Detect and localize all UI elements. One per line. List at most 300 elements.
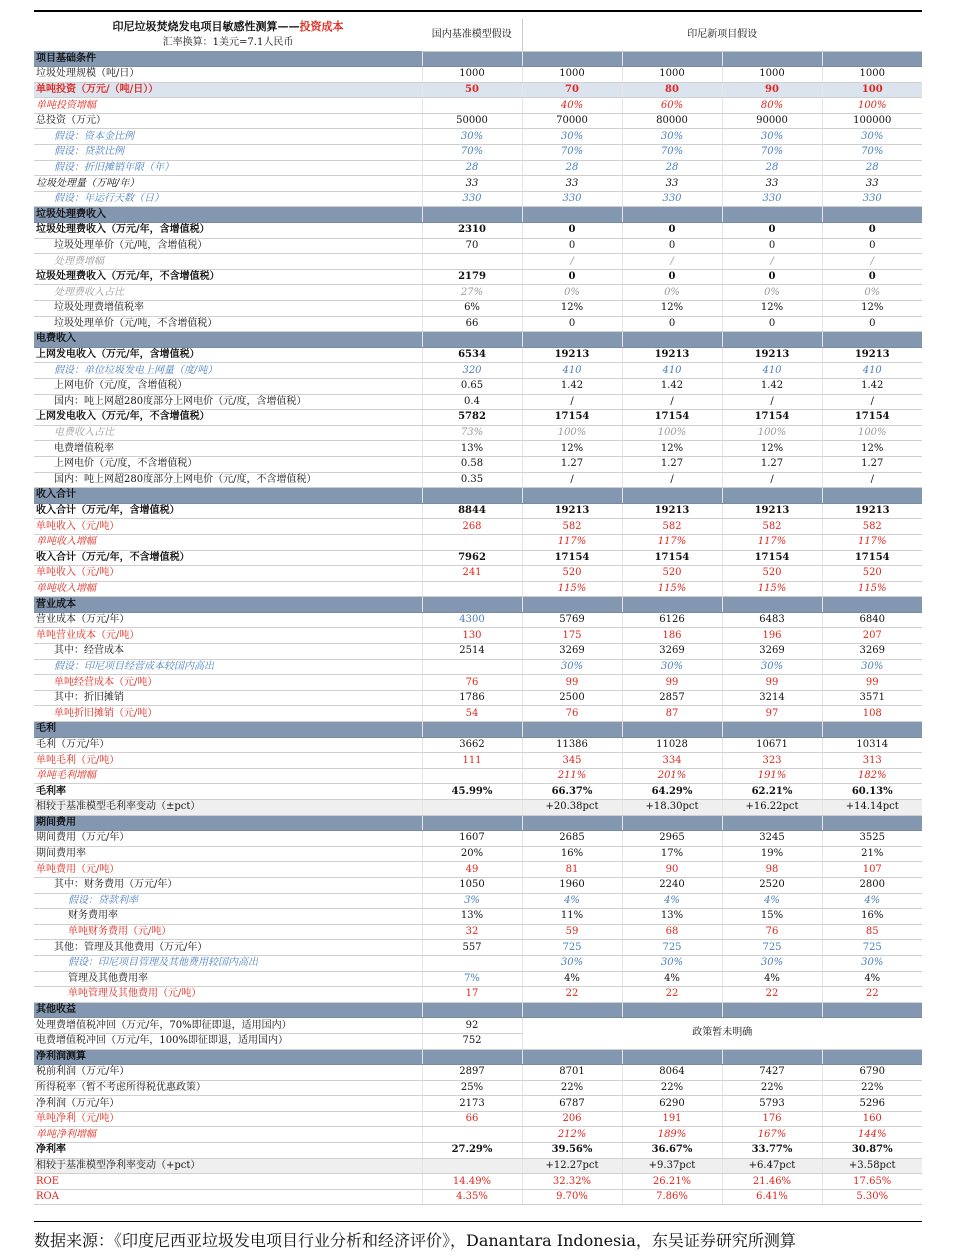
table-row [34,909,922,925]
row-label: 国内：吨上网超280度部分上网电价（元/度，含增值税） [34,394,422,410]
cell-value: 0 [622,269,722,285]
cell-value: 13% [422,441,522,457]
sensitivity-table [34,19,922,1205]
cell-value: / [522,254,622,270]
cell-value: 6126 [622,612,722,628]
section-spacer [722,207,822,223]
section-spacer [622,488,722,504]
cell-value: 59 [522,924,622,940]
cell-value: +12.27pct [522,1158,622,1174]
table-row [34,753,922,769]
cell-value: 4% [722,971,822,987]
table-title [34,19,422,35]
section-spacer [422,332,522,348]
row-label: 其中：折旧摊销 [34,690,422,706]
cell-value: 334 [622,753,722,769]
cell-value: 7427 [722,1065,822,1081]
cell-value: 30% [622,129,722,145]
cell-value: 70000 [522,113,622,129]
table-row [34,519,922,535]
cell-value: 2965 [622,831,722,847]
section-spacer [522,51,622,67]
cell-value: 12% [722,441,822,457]
cell-value: 30% [722,129,822,145]
cell-value: 22% [522,1080,622,1096]
cell-value: 12% [822,301,922,317]
section-spacer [522,207,622,223]
section-spacer [622,597,722,613]
row-label: 相较于基准模型毛利率变动（±pct） [34,800,422,816]
table-row [34,285,922,301]
cell-value: 85 [822,924,922,940]
cell-value: 1000 [822,67,922,83]
cell-value: 90000 [722,113,822,129]
col-header-indonesia: 印尼新项目假设 [522,19,922,51]
cell-value: 21% [822,846,922,862]
cell-value: 100% [522,425,622,441]
cell-value: 2514 [422,644,522,660]
section-spacer [422,488,522,504]
cell-value: 191% [722,768,822,784]
cell-value: 582 [622,519,722,535]
cell-value: 100% [822,425,922,441]
cell-value: 28 [522,160,622,176]
cell-value: 30% [522,659,622,675]
cell-value: 30% [422,129,522,145]
row-label: 假设：折旧摊销年限（年） [34,160,422,176]
cell-value: 66 [422,316,522,332]
cell-value: 100% [822,98,922,114]
cell-value: 19213 [522,347,622,363]
row-label: 单吨收入增幅 [34,534,422,550]
section-title: 期间费用 [34,815,422,831]
cell-value: 30% [522,129,622,145]
cell-value: 70% [722,145,822,161]
cell-value: 10314 [822,737,922,753]
row-label: 其中：财务费用（万元/年） [34,877,422,893]
section-title: 项目基础条件 [34,51,422,67]
table-row [34,410,922,426]
cell-value: 3269 [622,644,722,660]
cell-value: 70 [422,238,522,254]
cell-value: 0.4 [422,394,522,410]
cell-value: 1.42 [722,378,822,394]
cell-value: 207 [822,628,922,644]
cell-value: 30% [722,955,822,971]
section-spacer [522,488,622,504]
cell-value: 196 [722,628,822,644]
cell-value: 17154 [722,550,822,566]
table-row [34,1174,922,1190]
cell-value: 10671 [722,737,822,753]
cell-value: 17154 [722,410,822,426]
cell-value: 8844 [422,503,522,519]
cell-value: 1.27 [722,456,822,472]
row-label: 处理费增幅 [34,254,422,270]
cell-value: 520 [722,566,822,582]
cell-value: 70% [622,145,722,161]
cell-value: 3269 [522,644,622,660]
section-spacer [722,815,822,831]
cell-value: +6.47pct [722,1158,822,1174]
cell-value: 330 [422,191,522,207]
section-title: 营业成本 [34,597,422,613]
cell-value [422,1127,522,1143]
table-row [34,254,922,270]
cell-value: 22% [722,1080,822,1096]
table-row [34,893,922,909]
cell-value: 21.46% [722,1174,822,1190]
table-row [34,737,922,753]
cell-value: 186 [622,628,722,644]
table-row [34,831,922,847]
table-row [34,394,922,410]
section-spacer [722,488,822,504]
cell-value: 92 [422,1018,522,1034]
cell-value: / [722,394,822,410]
cell-value: 268 [422,519,522,535]
cell-value: +16.22pct [722,800,822,816]
row-label: 假设：资本金比例 [34,129,422,145]
cell-value: 0 [622,238,722,254]
section-spacer [622,51,722,67]
cell-value: 12% [822,441,922,457]
cell-value: 130 [422,628,522,644]
cell-value: 11386 [522,737,622,753]
cell-value: 330 [822,191,922,207]
section-title: 其他收益 [34,1002,422,1018]
cell-value: 99 [622,675,722,691]
cell-value: 6840 [822,612,922,628]
top-rule [34,10,922,12]
cell-value: 582 [722,519,822,535]
cell-value: 108 [822,706,922,722]
cell-value: 3214 [722,690,822,706]
table-row [34,113,922,129]
row-label: 电费收入占比 [34,425,422,441]
cell-value: 17.65% [822,1174,922,1190]
cell-value: 0 [822,238,922,254]
table-row [34,644,922,660]
bottom-rule [34,1221,922,1222]
cell-value: 0% [722,285,822,301]
section-spacer [622,1002,722,1018]
cell-value: 0 [722,238,822,254]
row-label: 垃圾处理费收入（万元/年，不含增值税） [34,269,422,285]
cell-value: 19213 [622,347,722,363]
cell-value: 98 [722,862,822,878]
section-spacer [822,1049,922,1065]
policy-note: 政策暂未明确 [522,1018,922,1049]
table-row [34,675,922,691]
cell-value: 25% [422,1080,522,1096]
row-label: 上网电价（元/度，含增值税） [34,378,422,394]
cell-value: 22% [822,1080,922,1096]
table-row [34,316,922,332]
cell-value: 5.30% [822,1189,922,1205]
section-header-row [34,488,922,504]
table-row [34,472,922,488]
cell-value: 4% [822,893,922,909]
cell-value: 117% [622,534,722,550]
table-row [34,456,922,472]
section-spacer [722,1049,822,1065]
section-spacer [522,332,622,348]
cell-value: 330 [722,191,822,207]
col-header-domestic: 国内基准模型假设 [422,19,522,51]
row-label: 单吨投资增幅 [34,98,422,114]
cell-value: 4% [822,971,922,987]
row-label: 期间费用率 [34,846,422,862]
row-label: 净利润（万元/年） [34,1096,422,1112]
section-spacer [622,207,722,223]
cell-value: 80 [622,82,722,98]
cell-value: 160 [822,1111,922,1127]
section-title: 毛利 [34,722,422,738]
cell-value: 725 [622,940,722,956]
cell-value: 19213 [822,347,922,363]
section-spacer [622,722,722,738]
cell-value: / [522,472,622,488]
row-label: 单吨收入（元/吨） [34,519,422,535]
cell-value: 115% [522,581,622,597]
cell-value: 76 [522,706,622,722]
cell-value: 0 [822,316,922,332]
section-spacer [422,1002,522,1018]
cell-value: 212% [522,1127,622,1143]
row-label: 收入合计（万元/年，不含增值税） [34,550,422,566]
cell-value: 40% [522,98,622,114]
section-spacer [622,332,722,348]
section-spacer [522,1049,622,1065]
section-spacer [822,332,922,348]
section-title: 净利润测算 [34,1049,422,1065]
cell-value: 175 [522,628,622,644]
cell-value: 28 [722,160,822,176]
table-row [34,846,922,862]
section-spacer [722,597,822,613]
cell-value: 50000 [422,113,522,129]
cell-value: 410 [522,363,622,379]
cell-value: 557 [422,940,522,956]
section-title: 收入合计 [34,488,422,504]
cell-value: 90 [622,862,722,878]
cell-value: 12% [522,441,622,457]
cell-value: 3525 [822,831,922,847]
table-row [34,706,922,722]
cell-value: / [622,254,722,270]
table-row [34,550,922,566]
cell-value: 30.87% [822,1143,922,1159]
cell-value: / [622,472,722,488]
cell-value: 191 [622,1111,722,1127]
row-label: 管理及其他费用率 [34,971,422,987]
cell-value: 520 [622,566,722,582]
cell-value: 60% [622,98,722,114]
cell-value: 22 [622,987,722,1003]
cell-value: 49 [422,862,522,878]
cell-value: 45.99% [422,784,522,800]
cell-value: 189% [622,1127,722,1143]
cell-value: 39.56% [522,1143,622,1159]
cell-value: 99 [722,675,822,691]
cell-value: 87 [622,706,722,722]
cell-value: 0 [622,223,722,239]
table-row [34,363,922,379]
cell-value: 115% [622,581,722,597]
row-label: 上网电价（元/度，不含增值税） [34,456,422,472]
cell-value: 0.65 [422,378,522,394]
cell-value: 19213 [722,347,822,363]
table-row [34,503,922,519]
table-row [34,768,922,784]
row-label: 单吨财务费用（元/吨） [34,924,422,940]
section-spacer [522,815,622,831]
cell-value: 8064 [622,1065,722,1081]
cell-value: 582 [522,519,622,535]
cell-value: +20.38pct [522,800,622,816]
cell-value: 19213 [622,503,722,519]
cell-value: 90 [722,82,822,98]
cell-value: 4% [522,893,622,909]
table-row [34,1080,922,1096]
row-label: 营业成本（万元/年） [34,612,422,628]
cell-value: 3% [422,893,522,909]
cell-value: 330 [622,191,722,207]
cell-value: 6290 [622,1096,722,1112]
cell-value: 0% [622,285,722,301]
row-label: 国内：吨上网超280度部分上网电价（元/度，不含增值税） [34,472,422,488]
section-spacer [822,51,922,67]
cell-value: 5296 [822,1096,922,1112]
row-label: 总投资（万元） [34,113,422,129]
cell-value: 50 [422,82,522,98]
cell-value: 28 [422,160,522,176]
table-row [34,612,922,628]
table-row [34,145,922,161]
cell-value: 20% [422,846,522,862]
cell-value: 330 [522,191,622,207]
cell-value: 14.49% [422,1174,522,1190]
section-spacer [422,597,522,613]
cell-value: 12% [622,301,722,317]
table-row [34,378,922,394]
cell-value: 30% [522,955,622,971]
row-label: 单吨投资（万元/（吨/日）） [34,82,422,98]
cell-value: 752 [422,1033,522,1049]
table-row [34,1065,922,1081]
cell-value: / [522,394,622,410]
table-row [34,1189,922,1205]
section-spacer [522,597,622,613]
section-spacer [522,1002,622,1018]
table-row [34,1158,922,1174]
table-row [34,690,922,706]
cell-value: 3245 [722,831,822,847]
row-label: 毛利（万元/年） [34,737,422,753]
cell-value: 68 [622,924,722,940]
cell-value: 32.32% [522,1174,622,1190]
row-label: 电费增值税率 [34,441,422,457]
cell-value: 12% [722,301,822,317]
cell-value: 6% [422,301,522,317]
cell-value: 17154 [522,410,622,426]
section-spacer [822,597,922,613]
row-label: 收入合计（万元/年，含增值税） [34,503,422,519]
cell-value: 5793 [722,1096,822,1112]
cell-value: 0 [822,269,922,285]
row-label: 其他：管理及其他费用（万元/年） [34,940,422,956]
cell-value: 64.29% [622,784,722,800]
cell-value: 1960 [522,877,622,893]
table-row [34,924,922,940]
row-label: 垃圾处理单价（元/吨，含增值税） [34,238,422,254]
cell-value: 1000 [522,67,622,83]
cell-value [422,1158,522,1174]
cell-value: 4.35% [422,1189,522,1205]
table-row [34,877,922,893]
cell-value: 9.70% [522,1189,622,1205]
cell-value: 0% [822,285,922,301]
cell-value: 211% [522,768,622,784]
row-label: ROA [34,1189,422,1205]
cell-value: 17154 [622,410,722,426]
row-label: 单吨收入增幅 [34,581,422,597]
section-spacer [822,722,922,738]
cell-value: 4300 [422,612,522,628]
section-spacer [822,1002,922,1018]
cell-value: 5769 [522,612,622,628]
cell-value: 4% [622,893,722,909]
cell-value: 30% [822,129,922,145]
cell-value: 70% [822,145,922,161]
cell-value: 111 [422,753,522,769]
row-label: 其中：经营成本 [34,644,422,660]
cell-value: 13% [622,909,722,925]
cell-value: 12% [622,441,722,457]
table-row [34,1127,922,1143]
cell-value [422,768,522,784]
title-accent: 投资成本 [299,20,344,33]
cell-value: 4% [522,971,622,987]
section-spacer [822,815,922,831]
table-row [34,534,922,550]
cell-value: 19% [722,846,822,862]
cell-value: 1050 [422,877,522,893]
row-label: 单吨折旧摊销（元/吨） [34,706,422,722]
cell-value: 2685 [522,831,622,847]
cell-value: 73% [422,425,522,441]
cell-value [422,534,522,550]
table-row [34,67,922,83]
cell-value: 22% [622,1080,722,1096]
table-row [34,191,922,207]
cell-value: 22 [522,987,622,1003]
cell-value: 0.35 [422,472,522,488]
table-row [34,223,922,239]
section-spacer [722,332,822,348]
cell-value: 66 [422,1111,522,1127]
cell-value: 97 [722,706,822,722]
row-label: 上网发电收入（万元/年，含增值税） [34,347,422,363]
cell-value: 313 [822,753,922,769]
cell-value: 1000 [622,67,722,83]
cell-value: 410 [822,363,922,379]
table-row [34,971,922,987]
cell-value: 17154 [822,550,922,566]
cell-value: 2857 [622,690,722,706]
cell-value: 1.27 [822,456,922,472]
